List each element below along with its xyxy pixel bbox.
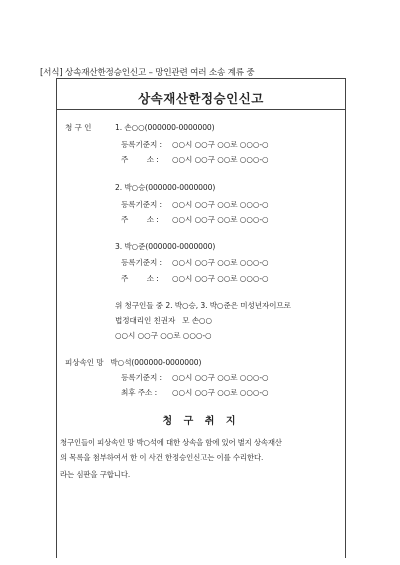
- claimant-3-reg-value: ○○시 ○○구 ○○로 ○○○-○: [172, 258, 269, 267]
- decedent-label: 피상속인 망 박○석(000000-0000000): [65, 358, 202, 367]
- decedent-addr-value: ○○시 ○○구 ○○로 ○○○-○: [172, 388, 269, 397]
- claimant-label: 청 구 인: [65, 123, 92, 132]
- claimant-2-reg-value: ○○시 ○○구 ○○로 ○○○-○: [172, 200, 269, 209]
- section-title-claim-purpose: 청 구 취 지: [162, 416, 240, 427]
- body-line-3: 라는 심판을 구합니다.: [60, 470, 131, 479]
- claimant-1-name: 1. 손○○(000000-0000000): [115, 123, 215, 132]
- guardian-address: ○○시 ○○구 ○○로 ○○○-○: [115, 331, 212, 340]
- claimant-2-reg-label: 등록기준지 :: [121, 200, 162, 209]
- decedent-reg-value: ○○시 ○○구 ○○로 ○○○-○: [172, 373, 269, 382]
- form-box: [56, 78, 346, 558]
- title-divider: [57, 109, 345, 110]
- body-line-2: 의 목록을 첨부하여서 한 이 사건 한정승인신고는 이를 수리한다.: [60, 453, 264, 462]
- claimant-3-reg-label: 등록기준지 :: [121, 258, 162, 267]
- claimant-1-addr-label: 주 소 :: [121, 155, 159, 164]
- claimant-1-reg-label: 등록기준지 :: [121, 140, 162, 149]
- claimant-1-reg-value: ○○시 ○○구 ○○로 ○○○-○: [172, 140, 269, 149]
- guardian-line: 법정대리인 친권자 모 손○○: [115, 316, 212, 325]
- claimant-3-addr-value: ○○시 ○○구 ○○로 ○○○-○: [172, 274, 269, 283]
- decedent-addr-label: 최후 주소 :: [121, 388, 158, 397]
- claimant-3-name: 3. 박○준(000000-0000000): [115, 242, 216, 251]
- minor-note: 위 청구인들 중 2. 박○승, 3. 박○준은 미성년자이므로: [115, 301, 291, 310]
- body-line-1: 청구인들이 피상속인 망 박○석에 대한 상속을 함에 있어 별지 상속재산: [60, 438, 282, 447]
- document-title: 상속재산한정승인신고: [138, 91, 264, 106]
- decedent-reg-label: 등록기준지 :: [121, 373, 162, 382]
- claimant-3-addr-label: 주 소 :: [121, 274, 159, 283]
- claimant-2-addr-label: 주 소 :: [121, 215, 159, 224]
- claimant-2-addr-value: ○○시 ○○구 ○○로 ○○○-○: [172, 215, 269, 224]
- claimant-2-name: 2. 박○승(000000-0000000): [115, 183, 216, 192]
- form-header: [서식] 상속재산한정승인신고 – 망인관련 여러 소송 계류 중: [40, 68, 255, 78]
- claimant-1-addr-value: ○○시 ○○구 ○○로 ○○○-○: [172, 155, 269, 164]
